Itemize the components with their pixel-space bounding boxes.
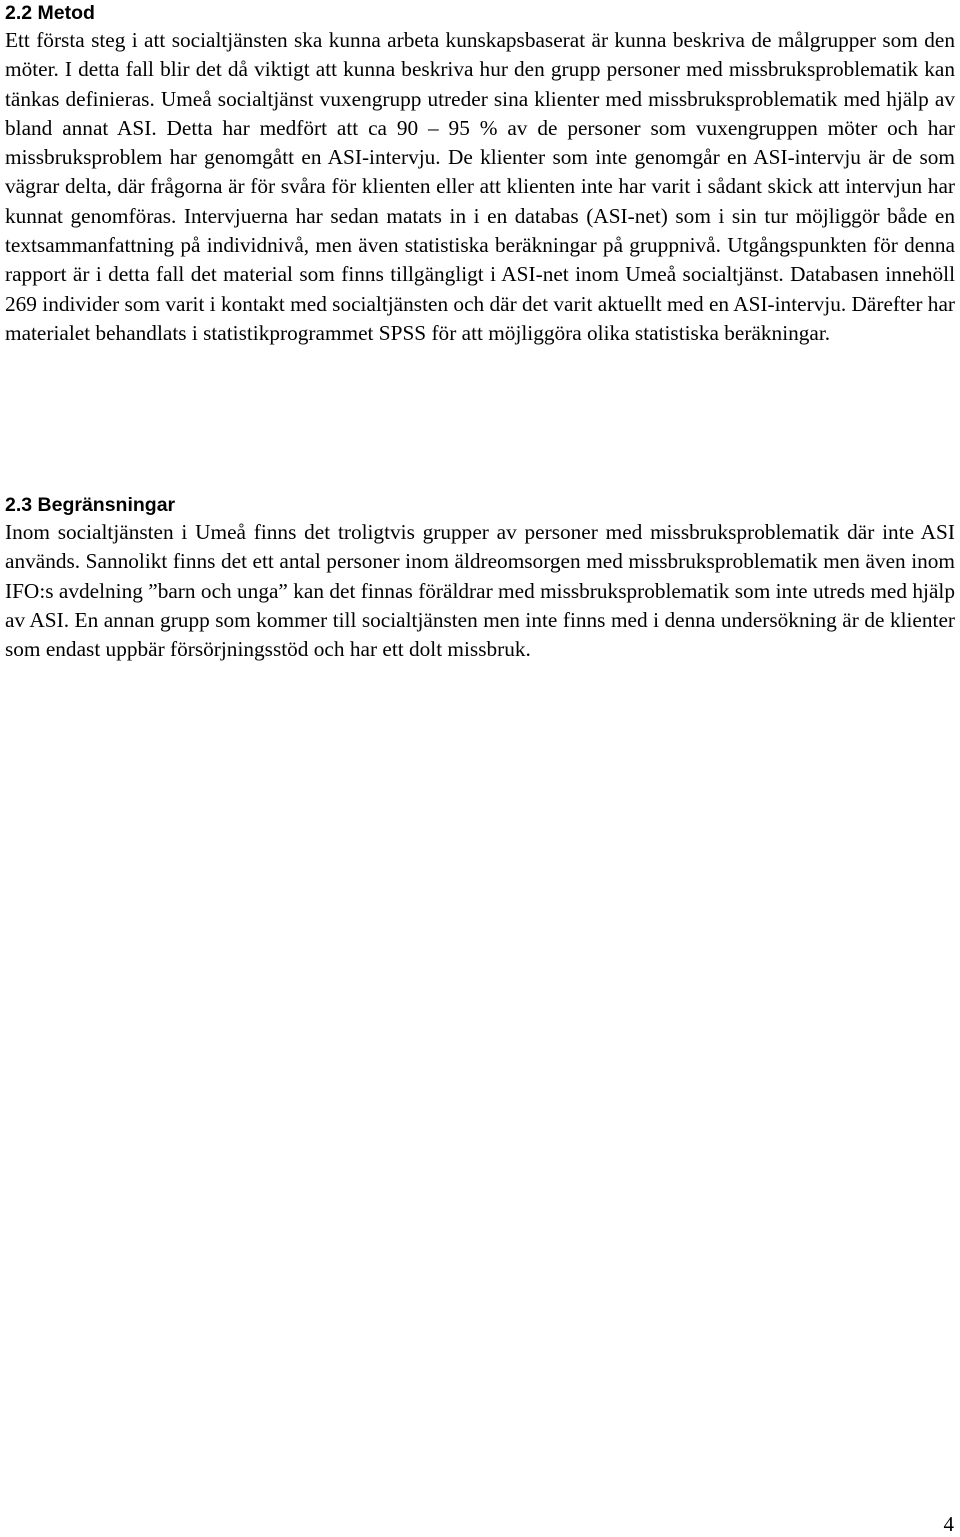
section-paragraph: Inom socialtjänsten i Umeå finns det troligtvis grupper av personer med missbruksproblematik där inte ASI används. Sannolikt finns det ett antal personer inom äldreomsorgen med missbruksproblematik men även inom IFO:s avdelning ”barn och unga” kan det finnas föräldrar med missbruksproblematik som inte utreds med hjälp av ASI. En annan grupp som kommer till socialtjänsten men inte finns med i denna undersökning är de klienter som endast uppbär försörjningsstöd och har ett dolt missbruk. (5, 520, 955, 662)
section-paragraph: Ett första steg i att socialtjänsten ska kunna arbeta kunskapsbaserat är kunna beskriva de målgrupper som den möter. I detta fall blir det då viktigt att kunna beskriva hur den grupp personer med missbruksproblematik kan tänkas definieras. Umeå socialtjänst vuxengrupp utreder sina klienter med missbruksproblematik med hjälp av bland annat ASI. Detta har medfört att ca 90 – 95 % av de personer som vuxengruppen möter och har missbruksproblem har genomgått en ASI-intervju. De klienter som inte genomgår en ASI-intervju är de som vägrar delta, där frågorna är för svåra för klienten eller att klienten inte har varit i sådant skick att intervjun har kunnat genomföras. Intervjuerna har sedan matats in i en databas (ASI-net) som i sin tur möjliggör både en textsammanfattning på individnivå, men även statistiska beräkningar på gruppnivå. Utgångspunkten för denna rapport är i detta fall det material som finns tillgängligt i ASI-net inom Umeå socialtjänst. Databasen innehöll 269 individer som varit i kontakt med socialtjänsten och där det varit aktuellt med en ASI-intervju. Därefter har materialet behandlats i statistikprogrammet SPSS för att möjliggöra olika statistiska beräkningar. (5, 28, 955, 345)
section-limitations (5, 492, 955, 664)
section-heading: 2.3 Begränsningar (5, 494, 176, 516)
page-number: 4 (943, 1512, 954, 1536)
section-heading: 2.2 Metod (5, 2, 95, 24)
section-method (5, 0, 955, 348)
